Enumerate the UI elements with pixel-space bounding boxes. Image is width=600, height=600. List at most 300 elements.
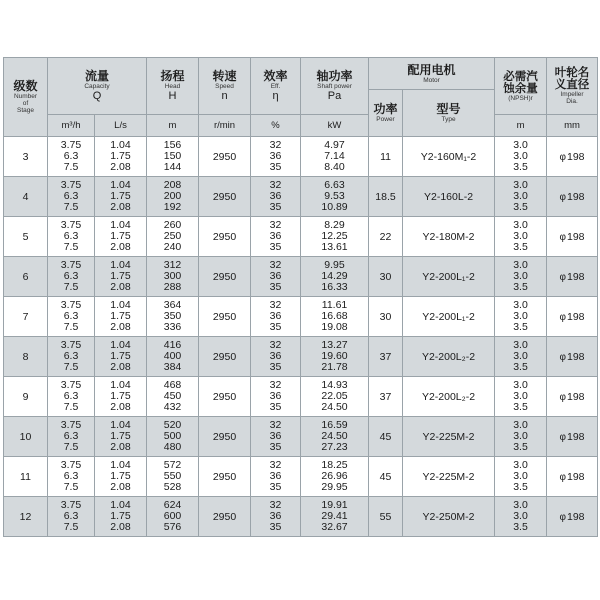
shaft-power-cell-value: 7.14 <box>324 149 345 162</box>
motor-type-cell: Y2-180M-2 <box>403 217 495 257</box>
table-row <box>4 217 598 257</box>
unit-ls: L/s <box>95 115 147 137</box>
npsh-cell-value: 3.0 <box>513 149 528 162</box>
speed-cell: 2950 <box>199 257 251 297</box>
motor-type-cell: Y2-200L₂-2 <box>403 337 495 377</box>
diameter-icon: φ <box>559 471 566 483</box>
diameter-icon: φ <box>559 431 566 443</box>
head-cell-value: 572 <box>163 458 182 471</box>
motor-power-cell: 30 <box>369 297 403 337</box>
eff-cell-value: 36 <box>269 349 282 362</box>
impeller-dia-cell <box>547 377 598 417</box>
speed-cell: 2950 <box>199 417 251 457</box>
spec-body <box>4 137 598 537</box>
capacity-ls-cell-value: 1.04 <box>110 178 131 191</box>
impeller-dia-cell <box>547 177 598 217</box>
head-cell <box>147 217 199 257</box>
npsh-cell-value: 3.5 <box>513 201 528 214</box>
motor-power-cell: 45 <box>369 417 403 457</box>
head-cell-value: 312 <box>163 258 182 271</box>
stage-cell: 5 <box>4 217 48 257</box>
shaft-power-cell-value: 21.78 <box>321 361 348 374</box>
head-cell <box>147 177 199 217</box>
capacity-ls-cell <box>95 497 147 537</box>
impeller-dia-cell <box>547 137 598 177</box>
shaft-power-cell-value: 13.27 <box>321 338 348 351</box>
shaft-power-cell-value: 8.40 <box>324 161 345 174</box>
capacity-ls-cell-value: 1.04 <box>110 338 131 351</box>
eff-cell-value: 32 <box>269 418 282 431</box>
shaft-power-cell <box>301 497 369 537</box>
npsh-cell-value: 3.0 <box>513 138 528 151</box>
unit-npsh: m <box>495 115 547 137</box>
capacity-m3h-cell-value: 3.75 <box>60 418 82 431</box>
shaft-power-cell-value: 14.93 <box>321 378 348 391</box>
head-cell-value: 250 <box>163 229 182 242</box>
speed-cell: 2950 <box>199 297 251 337</box>
diameter-icon: φ <box>559 391 566 403</box>
speed-cell: 2950 <box>199 217 251 257</box>
impeller-dia-cell <box>547 497 598 537</box>
capacity-m3h-cell <box>48 217 95 257</box>
eff-cell <box>251 337 301 377</box>
capacity-ls-cell-value: 2.08 <box>110 241 131 254</box>
head-cell-value: 156 <box>163 138 182 151</box>
capacity-ls-cell <box>95 137 147 177</box>
unit-speed: r/min <box>199 115 251 137</box>
capacity-ls-cell-value: 1.75 <box>110 229 131 242</box>
header-impeller: 叶轮名 义直径 Impeller Dia. <box>547 58 598 115</box>
npsh-cell-value: 3.5 <box>513 281 528 294</box>
header-stage: 级数 Number of Stage <box>4 58 48 137</box>
eff-cell-value: 35 <box>269 281 282 294</box>
npsh-cell-value: 3.0 <box>513 429 528 442</box>
eff-cell <box>251 297 301 337</box>
shaft-power-cell-value: 22.05 <box>321 389 348 402</box>
capacity-m3h-cell-value: 7.5 <box>63 281 79 294</box>
capacity-ls-cell-value: 1.04 <box>110 418 131 431</box>
eff-cell-value: 35 <box>269 241 282 254</box>
capacity-m3h-cell <box>48 297 95 337</box>
npsh-cell-value: 3.0 <box>513 418 528 431</box>
capacity-m3h-cell-value: 3.75 <box>60 178 82 191</box>
capacity-ls-cell-value: 1.75 <box>110 269 131 282</box>
capacity-ls-cell <box>95 457 147 497</box>
npsh-cell-value: 3.0 <box>513 178 528 191</box>
stage-cell: 11 <box>4 457 48 497</box>
capacity-m3h-cell-value: 7.5 <box>63 481 79 494</box>
shaft-power-cell-value: 16.33 <box>321 281 348 294</box>
shaft-power-cell-value: 27.23 <box>321 441 348 454</box>
npsh-cell-value: 3.0 <box>513 309 528 322</box>
motor-type-cell: Y2-160L-2 <box>403 177 495 217</box>
capacity-ls-cell-value: 2.08 <box>110 321 131 334</box>
stage-cell: 3 <box>4 137 48 177</box>
npsh-cell-value: 3.0 <box>513 258 528 271</box>
speed-cell: 2950 <box>199 137 251 177</box>
table-row <box>4 337 598 377</box>
head-cell-value: 520 <box>163 418 182 431</box>
diameter-icon: φ <box>559 511 566 523</box>
head-cell <box>147 337 199 377</box>
head-cell-value: 384 <box>163 361 182 374</box>
eff-cell-value: 36 <box>269 229 282 242</box>
capacity-m3h-cell <box>48 257 95 297</box>
stage-cell: 10 <box>4 417 48 457</box>
shaft-power-cell-value: 9.53 <box>324 189 345 202</box>
head-cell-value: 400 <box>163 349 182 362</box>
eff-cell-value: 36 <box>269 389 282 402</box>
head-cell-value: 364 <box>163 298 182 311</box>
impeller-dia-cell <box>547 257 598 297</box>
capacity-ls-cell-value: 1.75 <box>110 149 131 162</box>
npsh-cell-value: 3.0 <box>513 389 528 402</box>
npsh-cell-value: 3.5 <box>513 361 528 374</box>
head-cell-value: 450 <box>163 389 182 402</box>
shaft-power-cell <box>301 217 369 257</box>
head-cell-value: 480 <box>163 441 182 454</box>
capacity-ls-cell-value: 1.75 <box>110 309 131 322</box>
eff-cell-value: 35 <box>269 401 282 414</box>
head-cell-value: 468 <box>163 378 182 391</box>
npsh-cell <box>495 177 547 217</box>
capacity-ls-cell-value: 1.04 <box>110 378 131 391</box>
stage-cell: 6 <box>4 257 48 297</box>
header-motor: 配用电机 Motor <box>369 58 495 90</box>
diameter-icon: φ <box>559 231 566 243</box>
capacity-ls-cell <box>95 377 147 417</box>
capacity-ls-cell-value: 1.04 <box>110 218 131 231</box>
capacity-m3h-cell-value: 6.3 <box>63 349 79 362</box>
head-cell <box>147 457 199 497</box>
stage-cell: 7 <box>4 297 48 337</box>
motor-type-cell: Y2-250M-2 <box>403 497 495 537</box>
table-row <box>4 377 598 417</box>
capacity-m3h-cell-value: 3.75 <box>60 338 82 351</box>
shaft-power-cell-value: 32.67 <box>321 521 348 534</box>
eff-cell-value: 32 <box>269 218 282 231</box>
capacity-ls-cell-value: 2.08 <box>110 401 131 414</box>
capacity-m3h-cell-value: 7.5 <box>63 361 79 374</box>
npsh-cell-value: 3.0 <box>513 229 528 242</box>
motor-power-cell: 37 <box>369 337 403 377</box>
capacity-m3h-cell-value: 3.75 <box>60 458 82 471</box>
capacity-m3h-cell-value: 6.3 <box>63 149 79 162</box>
stage-cell: 8 <box>4 337 48 377</box>
motor-power-cell: 11 <box>369 137 403 177</box>
npsh-cell-value: 3.5 <box>513 481 528 494</box>
shaft-power-cell <box>301 337 369 377</box>
head-cell-value: 600 <box>163 509 182 522</box>
shaft-power-cell-value: 26.96 <box>321 469 348 482</box>
header-motor-type: 型号 Type <box>403 90 495 137</box>
eff-cell-value: 35 <box>269 201 282 214</box>
head-cell-value: 432 <box>163 401 182 414</box>
npsh-cell-value: 3.0 <box>513 498 528 511</box>
diameter-icon: φ <box>559 351 566 363</box>
capacity-ls-cell-value: 2.08 <box>110 361 131 374</box>
head-cell <box>147 417 199 457</box>
motor-power-cell: 22 <box>369 217 403 257</box>
impeller-dia-value: 198 <box>567 470 585 483</box>
head-cell-value: 500 <box>163 429 182 442</box>
speed-cell: 2950 <box>199 377 251 417</box>
diameter-icon: φ <box>559 311 566 323</box>
npsh-cell <box>495 257 547 297</box>
impeller-dia-value: 198 <box>567 430 585 443</box>
unit-impeller: mm <box>547 115 598 137</box>
capacity-m3h-cell-value: 7.5 <box>63 401 79 414</box>
capacity-m3h-cell-value: 3.75 <box>60 378 82 391</box>
head-cell-value: 550 <box>163 469 182 482</box>
shaft-power-cell-value: 18.25 <box>321 458 348 471</box>
capacity-ls-cell-value: 1.75 <box>110 509 131 522</box>
capacity-ls-cell-value: 1.75 <box>110 189 131 202</box>
motor-type-cell: Y2-225M-2 <box>403 457 495 497</box>
npsh-cell <box>495 217 547 257</box>
npsh-cell <box>495 297 547 337</box>
table-row <box>4 417 598 457</box>
eff-cell-value: 35 <box>269 481 282 494</box>
shaft-power-cell-value: 29.95 <box>321 481 348 494</box>
capacity-ls-cell-value: 1.04 <box>110 138 131 151</box>
capacity-ls-cell <box>95 417 147 457</box>
impeller-dia-value: 198 <box>567 390 585 403</box>
head-cell <box>147 377 199 417</box>
capacity-ls-cell-value: 2.08 <box>110 161 131 174</box>
head-cell-value: 240 <box>163 241 182 254</box>
shaft-power-cell-value: 10.89 <box>321 201 348 214</box>
eff-cell <box>251 137 301 177</box>
npsh-cell-value: 3.5 <box>513 441 528 454</box>
impeller-dia-value: 198 <box>567 510 585 523</box>
capacity-m3h-cell-value: 7.5 <box>63 241 79 254</box>
unit-head: m <box>147 115 199 137</box>
capacity-ls-cell-value: 1.75 <box>110 429 131 442</box>
head-cell-value: 350 <box>163 309 182 322</box>
shaft-power-cell-value: 14.29 <box>321 269 348 282</box>
eff-cell-value: 32 <box>269 338 282 351</box>
eff-cell-value: 32 <box>269 138 282 151</box>
capacity-m3h-cell-value: 6.3 <box>63 269 79 282</box>
head-cell-value: 624 <box>163 498 182 511</box>
shaft-power-cell <box>301 377 369 417</box>
capacity-m3h-cell-value: 3.75 <box>60 498 82 511</box>
table-row <box>4 497 598 537</box>
capacity-m3h-cell <box>48 417 95 457</box>
capacity-ls-cell-value: 2.08 <box>110 281 131 294</box>
motor-power-cell: 45 <box>369 457 403 497</box>
shaft-power-cell-value: 6.63 <box>324 178 345 191</box>
header-head: 扬程 Head H <box>147 58 199 115</box>
head-cell-value: 260 <box>163 218 182 231</box>
npsh-cell-value: 3.5 <box>513 521 528 534</box>
npsh-cell-value: 3.0 <box>513 458 528 471</box>
capacity-ls-cell-value: 1.04 <box>110 458 131 471</box>
eff-cell-value: 35 <box>269 161 282 174</box>
shaft-power-cell-value: 19.60 <box>321 349 348 362</box>
eff-cell-value: 36 <box>269 189 282 202</box>
npsh-cell-value: 3.5 <box>513 401 528 414</box>
head-cell-value: 300 <box>163 269 182 282</box>
capacity-m3h-cell-value: 6.3 <box>63 229 79 242</box>
eff-cell-value: 35 <box>269 321 282 334</box>
unit-m3h: m³/h <box>48 115 95 137</box>
eff-cell <box>251 217 301 257</box>
capacity-ls-cell-value: 1.04 <box>110 498 131 511</box>
speed-cell: 2950 <box>199 177 251 217</box>
head-cell <box>147 137 199 177</box>
npsh-cell-value: 3.5 <box>513 321 528 334</box>
capacity-ls-cell-value: 1.75 <box>110 349 131 362</box>
pump-spec-table <box>3 57 598 537</box>
motor-power-cell: 18.5 <box>369 177 403 217</box>
impeller-dia-cell <box>547 417 598 457</box>
diameter-icon: φ <box>559 151 566 163</box>
header-capacity: 流量 Capacity Q <box>48 58 147 115</box>
stage-cell: 4 <box>4 177 48 217</box>
capacity-m3h-cell-value: 6.3 <box>63 469 79 482</box>
capacity-m3h-cell <box>48 137 95 177</box>
shaft-power-cell-value: 4.97 <box>324 138 345 151</box>
capacity-m3h-cell-value: 3.75 <box>60 218 82 231</box>
motor-power-cell: 37 <box>369 377 403 417</box>
capacity-m3h-cell-value: 7.5 <box>63 321 79 334</box>
eff-cell <box>251 377 301 417</box>
npsh-cell-value: 3.0 <box>513 469 528 482</box>
eff-cell <box>251 457 301 497</box>
capacity-ls-cell-value: 2.08 <box>110 481 131 494</box>
head-cell-value: 416 <box>163 338 182 351</box>
unit-shaft: kW <box>301 115 369 137</box>
npsh-cell-value: 3.0 <box>513 338 528 351</box>
head-cell <box>147 297 199 337</box>
table-row <box>4 457 598 497</box>
impeller-dia-value: 198 <box>567 230 585 243</box>
table-row <box>4 137 598 177</box>
capacity-ls-cell <box>95 217 147 257</box>
npsh-cell <box>495 497 547 537</box>
capacity-ls-cell <box>95 177 147 217</box>
capacity-m3h-cell-value: 6.3 <box>63 309 79 322</box>
impeller-dia-value: 198 <box>567 350 585 363</box>
head-cell-value: 144 <box>163 161 182 174</box>
eff-cell-value: 36 <box>269 309 282 322</box>
table-row <box>4 297 598 337</box>
shaft-power-cell-value: 24.50 <box>321 429 348 442</box>
impeller-dia-cell <box>547 337 598 377</box>
capacity-m3h-cell-value: 6.3 <box>63 509 79 522</box>
head-cell-value: 336 <box>163 321 182 334</box>
shaft-power-cell <box>301 257 369 297</box>
capacity-ls-cell <box>95 257 147 297</box>
head-cell-value: 150 <box>163 149 182 162</box>
capacity-ls-cell-value: 1.75 <box>110 469 131 482</box>
shaft-power-cell-value: 8.29 <box>324 218 345 231</box>
head-cell-value: 288 <box>163 281 182 294</box>
shaft-power-cell-value: 24.50 <box>321 401 348 414</box>
eff-cell <box>251 417 301 457</box>
head-cell-value: 192 <box>163 201 182 214</box>
motor-power-cell: 55 <box>369 497 403 537</box>
npsh-cell-value: 3.5 <box>513 241 528 254</box>
capacity-m3h-cell <box>48 337 95 377</box>
capacity-ls-cell-value: 1.04 <box>110 258 131 271</box>
capacity-ls-cell-value: 2.08 <box>110 521 131 534</box>
header-motor-power: 功率 Power <box>369 90 403 137</box>
impeller-dia-value: 198 <box>567 270 585 283</box>
eff-cell <box>251 497 301 537</box>
head-cell-value: 208 <box>163 178 182 191</box>
npsh-cell-value: 3.0 <box>513 218 528 231</box>
stage-cell: 9 <box>4 377 48 417</box>
eff-cell-value: 35 <box>269 361 282 374</box>
capacity-m3h-cell-value: 3.75 <box>60 138 82 151</box>
shaft-power-cell <box>301 177 369 217</box>
capacity-ls-cell <box>95 337 147 377</box>
impeller-dia-cell <box>547 457 598 497</box>
capacity-ls-cell-value: 2.08 <box>110 441 131 454</box>
capacity-ls-cell-value: 1.04 <box>110 298 131 311</box>
eff-cell-value: 35 <box>269 521 282 534</box>
shaft-power-cell-value: 9.95 <box>324 258 345 271</box>
shaft-power-cell <box>301 417 369 457</box>
unit-eff: % <box>251 115 301 137</box>
motor-type-cell: Y2-200L₁-2 <box>403 257 495 297</box>
shaft-power-cell-value: 16.68 <box>321 309 348 322</box>
capacity-m3h-cell-value: 6.3 <box>63 429 79 442</box>
npsh-cell-value: 3.0 <box>513 378 528 391</box>
npsh-cell-value: 3.0 <box>513 269 528 282</box>
header-npsh: 必需汽 蚀余量 (NPSH)r <box>495 58 547 115</box>
shaft-power-cell-value: 11.61 <box>321 298 348 311</box>
motor-type-cell: Y2-160M₁-2 <box>403 137 495 177</box>
impeller-dia-cell <box>547 297 598 337</box>
npsh-cell-value: 3.0 <box>513 509 528 522</box>
npsh-cell-value: 3.0 <box>513 189 528 202</box>
eff-cell-value: 32 <box>269 298 282 311</box>
header-speed: 转速 Speed n <box>199 58 251 115</box>
impeller-dia-cell <box>547 217 598 257</box>
capacity-m3h-cell-value: 7.5 <box>63 201 79 214</box>
capacity-m3h-cell-value: 6.3 <box>63 189 79 202</box>
capacity-ls-cell-value: 1.75 <box>110 389 131 402</box>
npsh-cell <box>495 137 547 177</box>
eff-cell-value: 36 <box>269 429 282 442</box>
shaft-power-cell-value: 19.91 <box>321 498 348 511</box>
motor-type-cell: Y2-225M-2 <box>403 417 495 457</box>
head-cell-value: 576 <box>163 521 182 534</box>
npsh-cell <box>495 457 547 497</box>
motor-power-cell: 30 <box>369 257 403 297</box>
eff-cell-value: 35 <box>269 441 282 454</box>
motor-type-cell: Y2-200L₂-2 <box>403 377 495 417</box>
eff-cell-value: 36 <box>269 269 282 282</box>
capacity-m3h-cell-value: 3.75 <box>60 258 82 271</box>
speed-cell: 2950 <box>199 457 251 497</box>
capacity-m3h-cell-value: 6.3 <box>63 389 79 402</box>
shaft-power-cell <box>301 137 369 177</box>
npsh-cell <box>495 417 547 457</box>
capacity-m3h-cell <box>48 457 95 497</box>
capacity-m3h-cell <box>48 377 95 417</box>
impeller-dia-value: 198 <box>567 310 585 323</box>
shaft-power-cell <box>301 297 369 337</box>
npsh-cell-value: 3.0 <box>513 349 528 362</box>
speed-cell: 2950 <box>199 497 251 537</box>
head-cell-value: 200 <box>163 189 182 202</box>
npsh-cell-value: 3.0 <box>513 298 528 311</box>
